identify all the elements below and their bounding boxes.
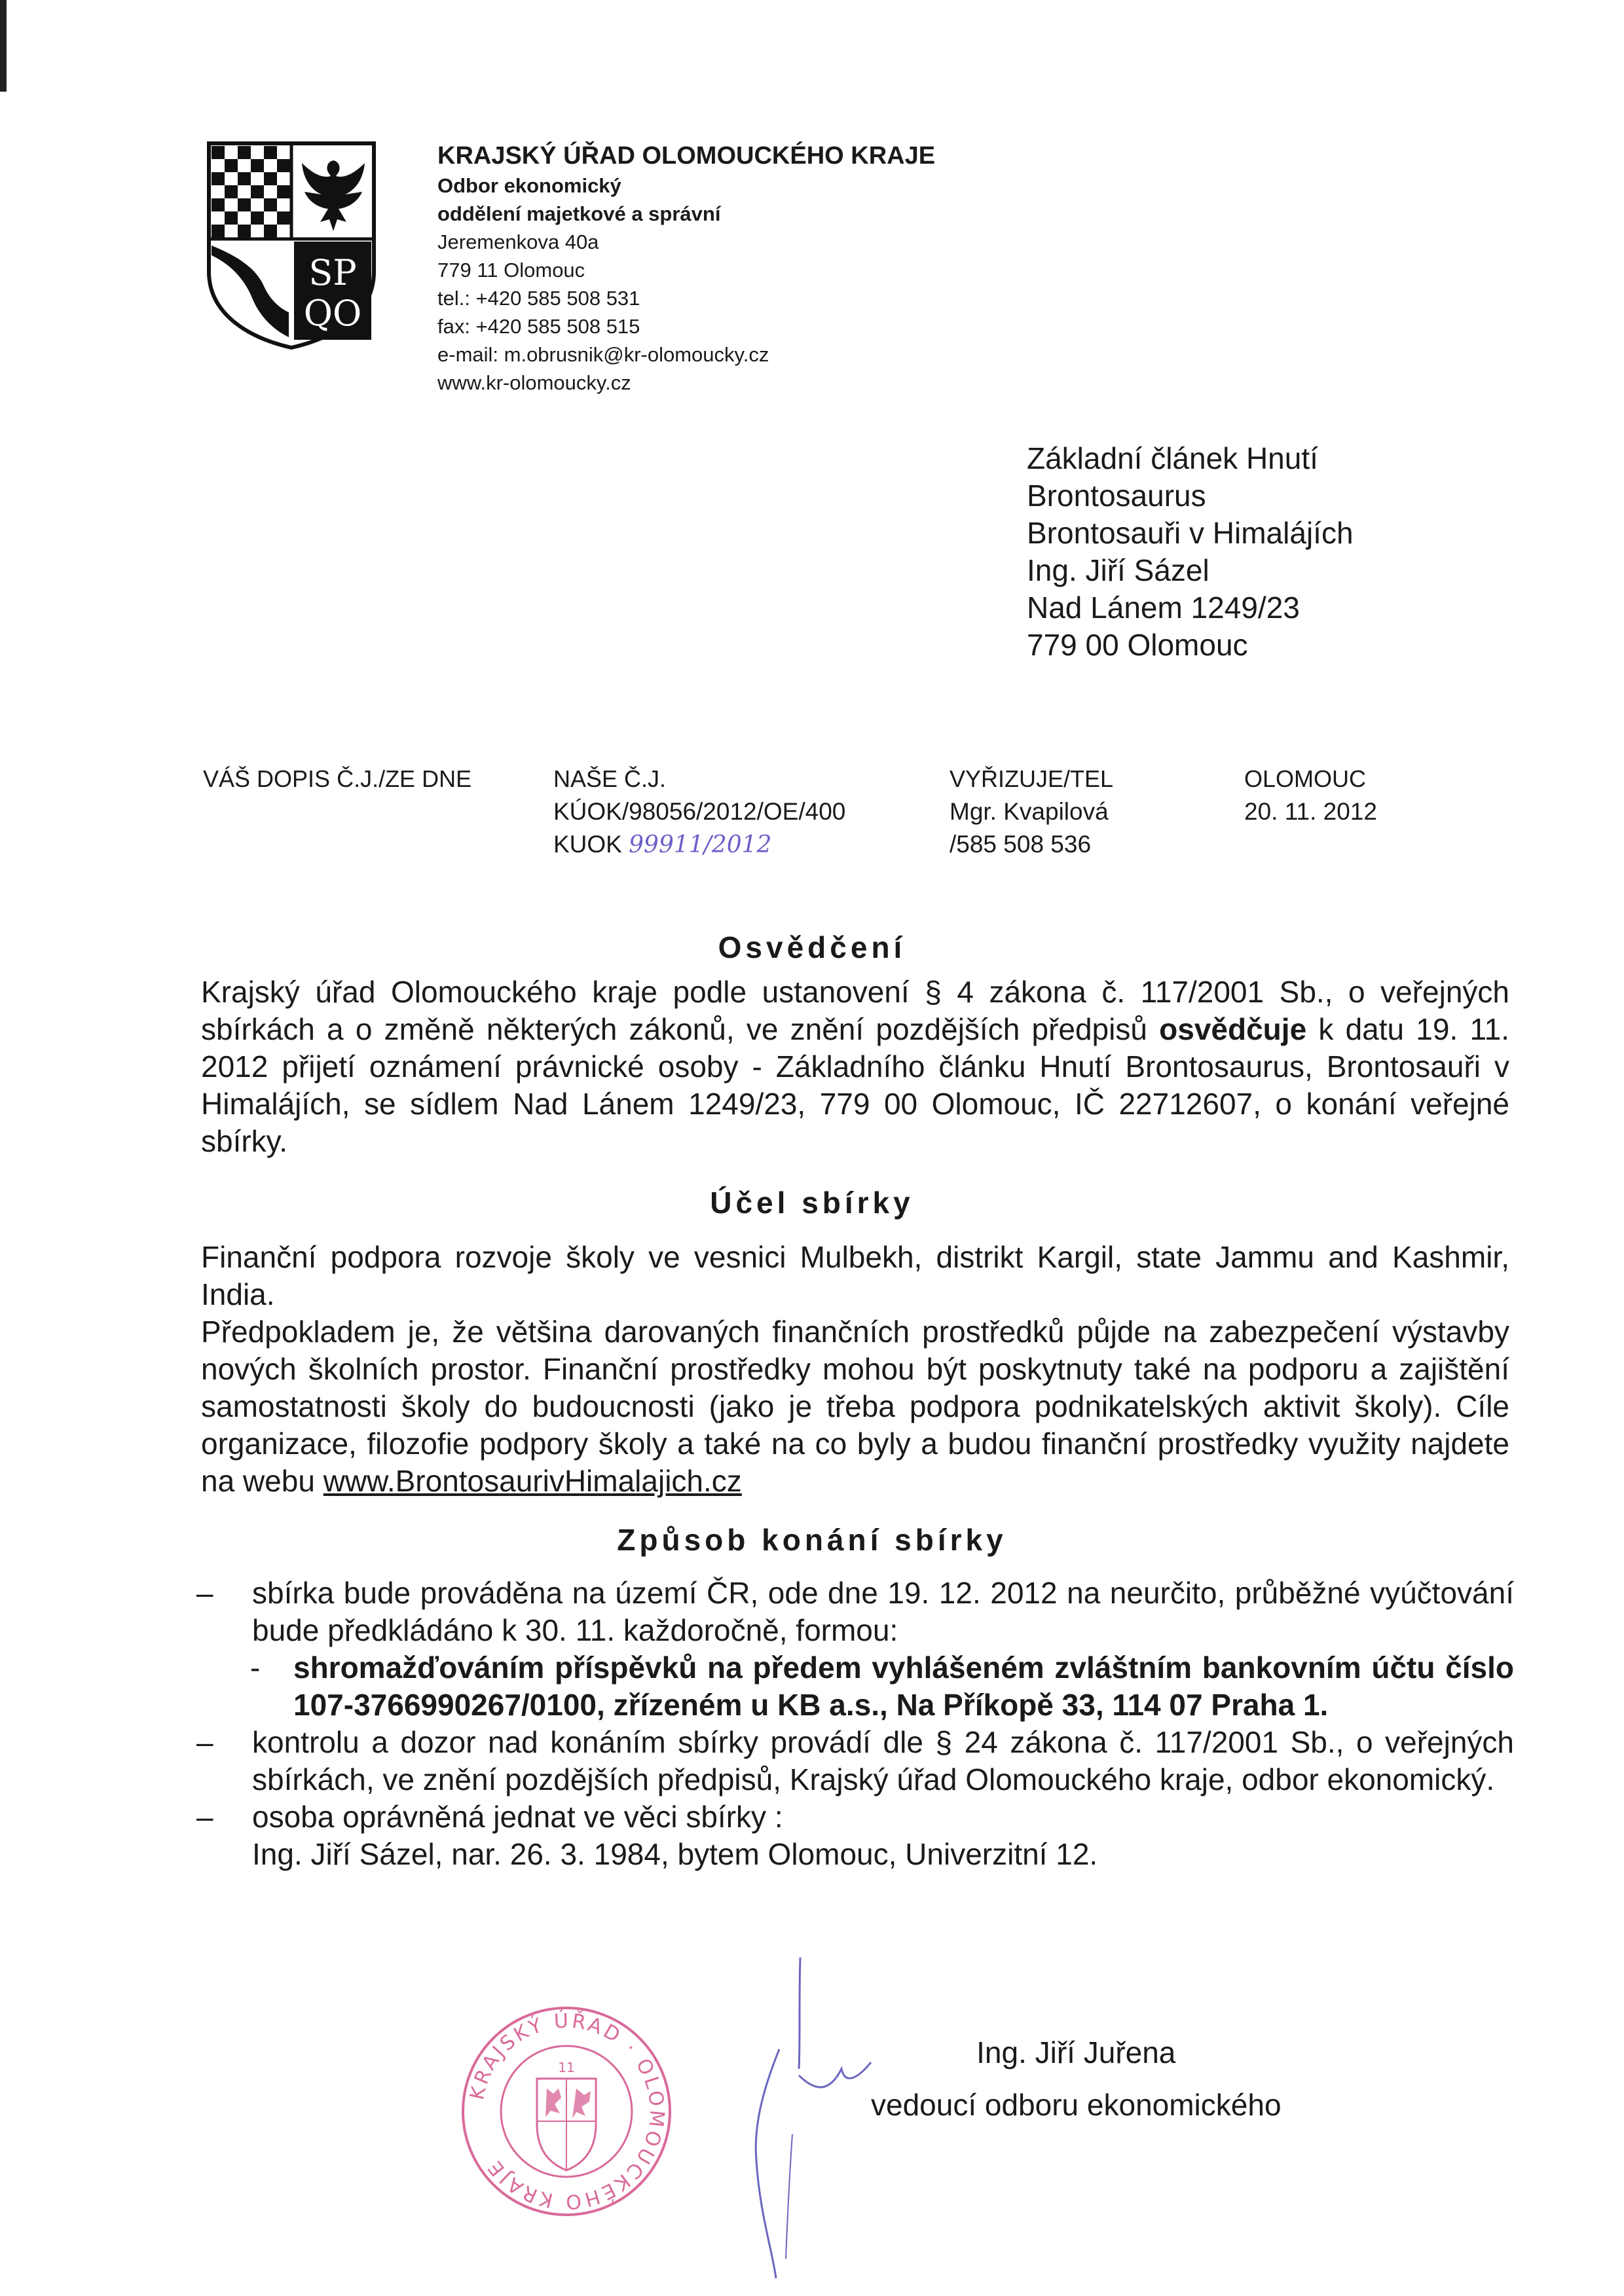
certificate-heading: Osvědčení	[718, 930, 906, 964]
letterhead	[437, 140, 935, 397]
certificate-text-part1: Krajský úřad Olomouckého kraje podle ustanovení § 4 zákona č. 117/2001 Sb., o veřejných sbírkách a o změně některých zákonů, ve znění pozdějších předpisů	[201, 975, 1509, 1046]
letter-date: 20. 11. 2012	[1244, 798, 1377, 825]
office-street: Jeremenkova 40a	[437, 230, 599, 253]
scan-edge	[0, 0, 7, 92]
recipient-line: Brontosaurus	[1027, 479, 1206, 513]
certificate-text-part2: k datu 19. 11. 2012 přijetí oznámení právnické osoby - Základního článku Hnutí Brontosaurus, Brontosauři v Himalájích, se sídlem Nad Lánem 1249/23, 779 00 Olomouc, IČ 22712607, o konání veřejné sbírky.	[201, 1012, 1509, 1158]
recipient-line: Nad Lánem 1249/23	[1027, 591, 1300, 625]
signer-name: Ing. Jiří Juřena	[976, 2035, 1176, 2069]
stamp-text: KRAJSKÝ ÚŘAD · OLOMOUCKÉHO KRAJE	[466, 2009, 669, 2214]
office-fax: fax: +420 585 508 515	[437, 315, 640, 338]
recipient-line: Ing. Jiří Sázel	[1027, 553, 1209, 587]
recipient-address	[1027, 440, 1354, 664]
list-subitem-text: shromažďováním příspěvků na předem vyhlášeném zvláštním bankovním účtu číslo 107-3766990267/0100, zřízeném u KB a.s., Na Příkopě 33, 114 07 Praha 1.	[293, 1650, 1514, 1722]
list-dash: –	[196, 1576, 213, 1610]
department-name: Odbor ekonomický	[437, 174, 621, 197]
svg-text:SP: SP	[308, 252, 357, 293]
recipient-line: 779 00 Olomouc	[1027, 628, 1248, 662]
place-date-column	[1244, 763, 1377, 828]
certificate-paragraph	[201, 974, 1509, 1160]
official-round-stamp	[458, 2003, 674, 2219]
list-subdash: -	[250, 1650, 261, 1685]
kuok-prefix: KUOK	[553, 831, 622, 858]
method-list	[196, 1575, 1514, 1873]
brontosaurus-website-link[interactable]: www.BrontosaurivHimalajich.cz	[323, 1464, 742, 1498]
list-item-text: kontrolu a dozor nad konáním sbírky provádí dle § 24 zákona č. 117/2001 Sb., o veřejných sbírkách, ve znění pozdějších předpisů, Krajský úřad Olomouckého kraje, odbor ekonomický.	[252, 1725, 1514, 1796]
list-item	[196, 1798, 1514, 1873]
purpose-para-2-text: Předpokladem je, že většina darovaných finančních prostředků půjde na zabezpečení výstavby nových školních prostor. Finanční prostředky mohou být poskytnuty také na podporu a zajištění samostatnosti školy do budoucnosti (jako je třeba podpora podnikatelských aktivit školy). Cíle organizace, filozofie podpory školy a také na co byly a budou finanční prostředky využity najdete na webu	[201, 1315, 1509, 1498]
purpose-paragraphs	[201, 1239, 1509, 1500]
handled-tel: /585 508 536	[950, 831, 1092, 858]
list-item-text-line2: Ing. Jiří Sázel, nar. 26. 3. 1984, bytem Olomouc, Univerzitní 12.	[252, 1837, 1098, 1871]
office-name: KRAJSKÝ ÚŘAD OLOMOUCKÉHO KRAJE	[437, 142, 936, 170]
purpose-para-2	[201, 1313, 1509, 1500]
handled-name: Mgr. Kvapilová	[950, 798, 1109, 825]
certificate-text-bold: osvědčuje	[1159, 1012, 1307, 1046]
office-tel: tel.: +420 585 508 531	[437, 287, 640, 310]
list-item	[196, 1575, 1514, 1649]
recipient-line: Základní článek Hnutí	[1027, 441, 1318, 475]
kuok-line	[553, 828, 845, 862]
your-letter-label: VÁŠ DOPIS Č.J./ZE DNE	[203, 765, 472, 792]
handled-label: VYŘIZUJE/TEL	[950, 765, 1114, 792]
list-item	[196, 1724, 1514, 1798]
our-ref-value: KÚOK/98056/2012/OE/400	[553, 798, 846, 825]
svg-text:QO: QO	[303, 293, 362, 334]
purpose-heading: Účel sbírky	[710, 1186, 914, 1220]
section-name: oddělení majetkové a správní	[437, 202, 721, 225]
list-item-text: osoba oprávněná jednat ve věci sbírky :	[252, 1800, 783, 1834]
our-ref-column	[553, 763, 845, 862]
office-email: e-mail: m.obrusnik@kr-olomoucky.cz	[437, 343, 769, 366]
signer-block	[871, 2026, 1282, 2131]
recipient-line: Brontosauři v Himalájích	[1027, 516, 1354, 550]
list-item-text: sbírka bude prováděna na území ČR, ode dne 19. 12. 2012 na neurčito, průběžné vyúčtování bude předkládáno k 30. 11. každoročně, formou:	[252, 1576, 1514, 1647]
purpose-para-1: Finanční podpora rozvoje školy ve vesnici Mulbekh, distrikt Kargil, state Jammu and Kashmir, India.	[201, 1240, 1509, 1311]
office-web: www.kr-olomoucky.cz	[437, 371, 631, 394]
your-letter-column	[203, 763, 471, 795]
method-heading: Způsob konání sbírky	[617, 1523, 1007, 1557]
place-label: OLOMOUC	[1244, 765, 1367, 792]
stamp-number: 11	[558, 2060, 575, 2075]
office-city: 779 11 Olomouc	[437, 259, 585, 282]
olomouc-region-coat-of-arms-logo	[206, 141, 377, 350]
signer-title: vedoucí odboru ekonomického	[871, 2088, 1282, 2122]
certificate-text	[201, 974, 1509, 1160]
list-dash: –	[196, 1725, 213, 1759]
kuok-handwritten-number: 99911/2012	[629, 831, 772, 858]
handled-by-column	[950, 763, 1113, 861]
list-subitem	[196, 1649, 1514, 1724]
list-dash: –	[196, 1800, 213, 1834]
our-ref-label: NAŠE Č.J.	[553, 765, 667, 792]
